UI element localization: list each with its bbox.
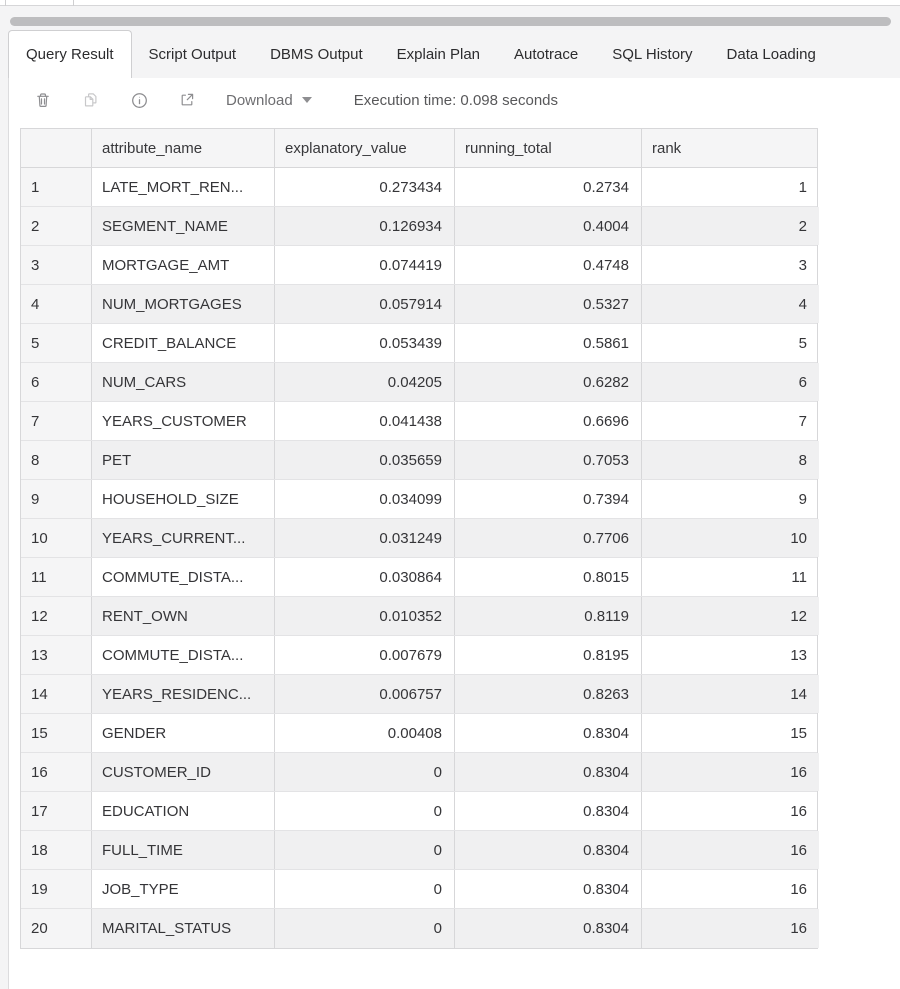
- row-number-cell: 14: [21, 675, 92, 713]
- table-row[interactable]: [21, 675, 817, 714]
- row-number-cell: 18: [21, 831, 92, 869]
- attribute-name-cell[interactable]: NUM_MORTGAGES: [92, 285, 275, 323]
- grid-divider: [5, 0, 6, 6]
- tab-data-loading[interactable]: [710, 30, 833, 78]
- explanatory-value-cell[interactable]: 0.057914: [275, 285, 455, 323]
- table-row[interactable]: [21, 207, 817, 246]
- attribute-name-cell[interactable]: MARITAL_STATUS: [92, 909, 275, 948]
- table-row[interactable]: [21, 168, 817, 207]
- running-total-cell[interactable]: 0.8119: [455, 597, 642, 635]
- table-row[interactable]: [21, 558, 817, 597]
- rank-cell[interactable]: 15: [790, 724, 807, 742]
- row-number-cell: 7: [21, 402, 92, 440]
- rank-cell[interactable]: 8: [642, 441, 819, 479]
- attribute-name-cell[interactable]: COMMUTE_DISTA...: [92, 636, 275, 674]
- explanatory-value-cell[interactable]: 0.007679: [275, 636, 455, 674]
- explanatory-value-cell[interactable]: 0.00408: [275, 714, 455, 752]
- explanatory-value-cell[interactable]: 0: [275, 831, 455, 869]
- table-row[interactable]: [21, 246, 817, 285]
- explanatory-value-cell[interactable]: 0.006757: [275, 675, 455, 713]
- column-header-explanatory-value[interactable]: explanatory_value: [275, 129, 455, 167]
- running-total-cell[interactable]: 0.6282: [455, 363, 642, 401]
- attribute-name-cell[interactable]: NUM_CARS: [92, 363, 275, 401]
- running-total-cell[interactable]: 0.8263: [455, 675, 642, 713]
- row-number-cell: 3: [21, 246, 92, 284]
- rank-cell[interactable]: 6: [642, 363, 819, 401]
- running-total-cell[interactable]: 0.2734: [455, 168, 642, 206]
- result-tabbar: [0, 30, 900, 78]
- delete-icon[interactable]: [34, 91, 52, 109]
- table-row[interactable]: [21, 636, 817, 675]
- grid-divider: [73, 0, 74, 6]
- running-total-cell[interactable]: 0.5861: [455, 324, 642, 362]
- download-button[interactable]: [226, 92, 312, 109]
- open-in-new-icon[interactable]: [178, 91, 196, 109]
- attribute-name-cell[interactable]: YEARS_RESIDENC...: [92, 675, 275, 713]
- row-number-cell: 17: [21, 792, 92, 830]
- explanatory-value-cell[interactable]: 0.034099: [275, 480, 455, 518]
- row-number-cell: 5: [21, 324, 92, 362]
- rank-cell[interactable]: 14: [642, 675, 819, 713]
- tab-label: Autotrace: [514, 45, 579, 63]
- explanatory-value-cell[interactable]: 0.04205: [275, 363, 455, 401]
- row-number-cell: 11: [21, 558, 92, 596]
- running-total-cell[interactable]: 0.7394: [455, 480, 642, 518]
- explanatory-value-cell[interactable]: 0.074419: [275, 246, 455, 284]
- attribute-name-cell[interactable]: GENDER: [92, 714, 275, 752]
- tab-explain-plan[interactable]: [380, 30, 497, 78]
- tab-label: DBMS Output: [270, 45, 363, 63]
- rank-cell[interactable]: 10: [642, 519, 819, 557]
- table-row[interactable]: [21, 909, 817, 948]
- explanatory-value-cell[interactable]: 0.010352: [275, 597, 455, 635]
- explanatory-value-cell[interactable]: 0: [275, 792, 455, 830]
- rank-cell[interactable]: 16: [642, 753, 819, 791]
- table-row[interactable]: [21, 519, 817, 558]
- column-header-rank[interactable]: rank: [652, 139, 682, 157]
- column-header-gutter: [21, 129, 92, 167]
- tab-autotrace[interactable]: [497, 30, 595, 78]
- attribute-name-cell[interactable]: RENT_OWN: [92, 597, 275, 635]
- running-total-cell[interactable]: 0.8195: [455, 636, 642, 674]
- column-header-running-total[interactable]: running_total: [455, 129, 642, 167]
- table-row[interactable]: [21, 831, 817, 870]
- running-total-cell[interactable]: 0.8304: [455, 870, 642, 908]
- explanatory-value-cell[interactable]: 0.126934: [275, 207, 455, 245]
- attribute-name-cell[interactable]: CREDIT_BALANCE: [92, 324, 275, 362]
- explanatory-value-cell[interactable]: 0: [275, 909, 455, 948]
- attribute-name-cell[interactable]: LATE_MORT_REN...: [92, 168, 275, 206]
- table-row[interactable]: [21, 441, 817, 480]
- attribute-name-cell[interactable]: SEGMENT_NAME: [92, 207, 275, 245]
- table-row[interactable]: [21, 714, 817, 753]
- table-row[interactable]: [21, 480, 817, 519]
- result-toolbar: [9, 78, 900, 122]
- table-row[interactable]: [21, 792, 817, 831]
- row-number-cell: 19: [21, 870, 92, 908]
- row-number-cell: 1: [21, 168, 92, 206]
- execution-time-label: Execution time: 0.098 seconds: [353, 91, 559, 109]
- rank-cell[interactable]: 3: [798, 256, 807, 274]
- tab-label: Data Loading: [726, 45, 816, 63]
- rank-cell[interactable]: 9: [798, 490, 807, 508]
- explanatory-value-cell[interactable]: 0.031249: [275, 519, 455, 557]
- attribute-name-cell[interactable]: FULL_TIME: [92, 831, 275, 869]
- rank-cell[interactable]: 7: [798, 412, 807, 430]
- result-grid: [20, 128, 818, 949]
- info-icon[interactable]: [130, 91, 148, 109]
- attribute-name-cell[interactable]: PET: [92, 441, 275, 479]
- horizontal-scrollbar[interactable]: [0, 7, 900, 30]
- tab-label: Query Result: [26, 46, 114, 63]
- row-number-cell: 16: [21, 753, 92, 791]
- rank-cell[interactable]: 13: [790, 646, 807, 664]
- running-total-cell[interactable]: 0.8304: [455, 753, 642, 791]
- rank-cell[interactable]: 11: [791, 568, 807, 586]
- row-number-cell: 9: [21, 480, 92, 518]
- tab-label: Explain Plan: [396, 45, 481, 63]
- rank-cell[interactable]: 16: [790, 802, 807, 820]
- explanatory-value-cell[interactable]: 0.035659: [275, 441, 455, 479]
- running-total-cell[interactable]: 0.8304: [455, 792, 642, 830]
- table-row[interactable]: [21, 402, 817, 441]
- table-row[interactable]: [21, 597, 817, 636]
- column-header-attribute-name[interactable]: attribute_name: [92, 129, 275, 167]
- rank-cell[interactable]: 16: [642, 831, 819, 869]
- explanatory-value-cell[interactable]: 0.041438: [275, 402, 455, 440]
- attribute-name-cell[interactable]: CUSTOMER_ID: [92, 753, 275, 791]
- tab-sql-history[interactable]: [595, 30, 709, 78]
- running-total-cell[interactable]: 0.8304: [455, 714, 642, 752]
- running-total-cell[interactable]: 0.8304: [455, 909, 642, 948]
- row-number-cell: 4: [21, 285, 92, 323]
- rank-cell[interactable]: 12: [642, 597, 819, 635]
- query-result-panel: [8, 78, 900, 989]
- tab-query-result[interactable]: [8, 30, 132, 78]
- rank-cell[interactable]: 16: [642, 909, 819, 948]
- row-number-cell: 8: [21, 441, 92, 479]
- explanatory-value-cell[interactable]: 0: [275, 753, 455, 791]
- running-total-cell[interactable]: 0.5327: [455, 285, 642, 323]
- table-row[interactable]: [21, 324, 817, 363]
- explanatory-value-cell[interactable]: 0.053439: [275, 324, 455, 362]
- row-number-cell: 2: [21, 207, 92, 245]
- attribute-name-cell[interactable]: YEARS_CUSTOMER: [92, 402, 275, 440]
- table-row[interactable]: [21, 753, 817, 792]
- running-total-cell[interactable]: 0.4004: [455, 207, 642, 245]
- row-number-cell: 13: [21, 636, 92, 674]
- scrollbar-thumb[interactable]: [10, 17, 891, 26]
- row-number-cell: 10: [21, 519, 92, 557]
- tab-script-output[interactable]: [132, 30, 254, 78]
- attribute-name-cell[interactable]: MORTGAGE_AMT: [92, 246, 275, 284]
- running-total-cell[interactable]: 0.8015: [455, 558, 642, 596]
- row-number-cell: 12: [21, 597, 92, 635]
- tab-label: Script Output: [148, 45, 237, 63]
- editor-bottom-edge: [0, 0, 900, 6]
- chevron-down-icon: [302, 97, 312, 103]
- attribute-name-cell[interactable]: HOUSEHOLD_SIZE: [92, 480, 275, 518]
- running-total-cell[interactable]: 0.6696: [455, 402, 642, 440]
- rank-cell[interactable]: 5: [798, 334, 807, 352]
- table-row[interactable]: [21, 363, 817, 402]
- running-total-cell[interactable]: 0.7706: [455, 519, 642, 557]
- attribute-name-cell[interactable]: EDUCATION: [92, 792, 275, 830]
- copy-icon[interactable]: [82, 91, 100, 109]
- running-total-cell[interactable]: 0.4748: [455, 246, 642, 284]
- explanatory-value-cell[interactable]: 0: [275, 870, 455, 908]
- grid-header-row: [21, 129, 817, 168]
- explanatory-value-cell[interactable]: 0.030864: [275, 558, 455, 596]
- rank-cell[interactable]: 1: [798, 178, 807, 196]
- rank-cell[interactable]: 16: [790, 880, 807, 898]
- explanatory-value-cell[interactable]: 0.273434: [275, 168, 455, 206]
- row-number-cell: 15: [21, 714, 92, 752]
- grid-rows: [21, 168, 817, 948]
- attribute-name-cell[interactable]: COMMUTE_DISTA...: [92, 558, 275, 596]
- running-total-cell[interactable]: 0.8304: [455, 831, 642, 869]
- tab-dbms-output[interactable]: [253, 30, 380, 78]
- table-row[interactable]: [21, 870, 817, 909]
- rank-cell[interactable]: 2: [642, 207, 819, 245]
- running-total-cell[interactable]: 0.7053: [455, 441, 642, 479]
- table-row[interactable]: [21, 285, 817, 324]
- attribute-name-cell[interactable]: YEARS_CURRENT...: [92, 519, 275, 557]
- download-label: Download: [226, 91, 293, 109]
- rank-cell[interactable]: 4: [642, 285, 819, 323]
- row-number-cell: 6: [21, 363, 92, 401]
- attribute-name-cell[interactable]: JOB_TYPE: [92, 870, 275, 908]
- tab-label: SQL History: [612, 45, 693, 63]
- row-number-cell: 20: [21, 909, 92, 948]
